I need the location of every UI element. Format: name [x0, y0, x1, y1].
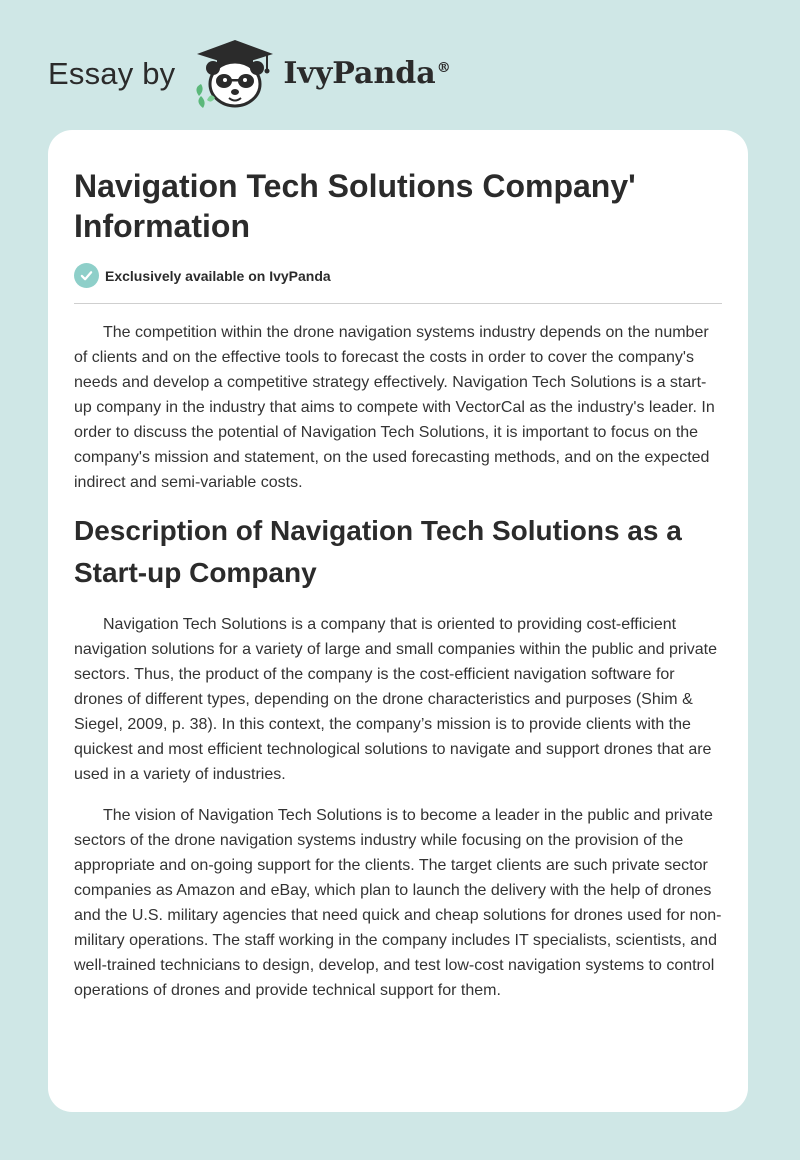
exclusive-badge — [74, 263, 331, 288]
section-heading: Description of Navigation Tech Solutions as a Start-up Company — [74, 515, 682, 588]
divider — [74, 303, 722, 304]
ivypanda-wordmark: IvyPanda® — [283, 55, 451, 91]
page-title: Navigation Tech Solutions Company' Information — [74, 168, 636, 244]
exclusive-label: Exclusively available on IvyPanda — [105, 267, 331, 284]
article-card — [48, 130, 748, 1112]
registered-mark: ® — [436, 59, 451, 76]
intro-paragraph: The competition within the drone navigation systems industry depends on the number of clients and on the effective tools to forecast the costs in order to cover the company's needs and develop a competitive strategy effectively. Navigation Tech Solutions is a start-up company in the industry that aims to compete with VectorCal as the industry's leader. In order to discuss the potential of Navigation Tech Solutions, it is important to focus on the company's mission and statement, on the used forecasting methods, and on the expected indirect and semi-variable costs. — [74, 324, 715, 491]
site-header-logo[interactable] — [48, 34, 451, 114]
panda-graduate-icon — [189, 34, 281, 114]
body-paragraph-1: Navigation Tech Solutions is a company that is oriented to providing cost-efficient navigation solutions for a variety of large and small companies within the public and private sectors. Thus, the product of the company is the cost-efficient navigation software for drones of different types, depending on the drone characteristics and purposes (Shim & Siegel, 2009, p. 38). In this context, the company’s mission is to provide clients with the quickest and most efficient technological solutions to navigate and support drones that are used in a variety of industries. — [74, 616, 718, 783]
essay-by-label: Essay by — [48, 56, 176, 91]
check-icon — [74, 263, 99, 288]
body-paragraph-2: The vision of Navigation Tech Solutions is to become a leader in the public and private sectors of the drone navigation systems industry while focusing on the provision of the appropriate and on-going support for the clients. The target clients are such private sector companies as Amazon and eBay, which plan to launch the delivery with the help of drones and the U.S. military agencies that need quick and cheap solutions for drones used for non-military operations. The staff working in the company includes IT specialists, scientists, and well-trained technicians to design, develop, and test low-cost navigation systems to control operations of drones and provide technical support for them. — [74, 807, 722, 999]
